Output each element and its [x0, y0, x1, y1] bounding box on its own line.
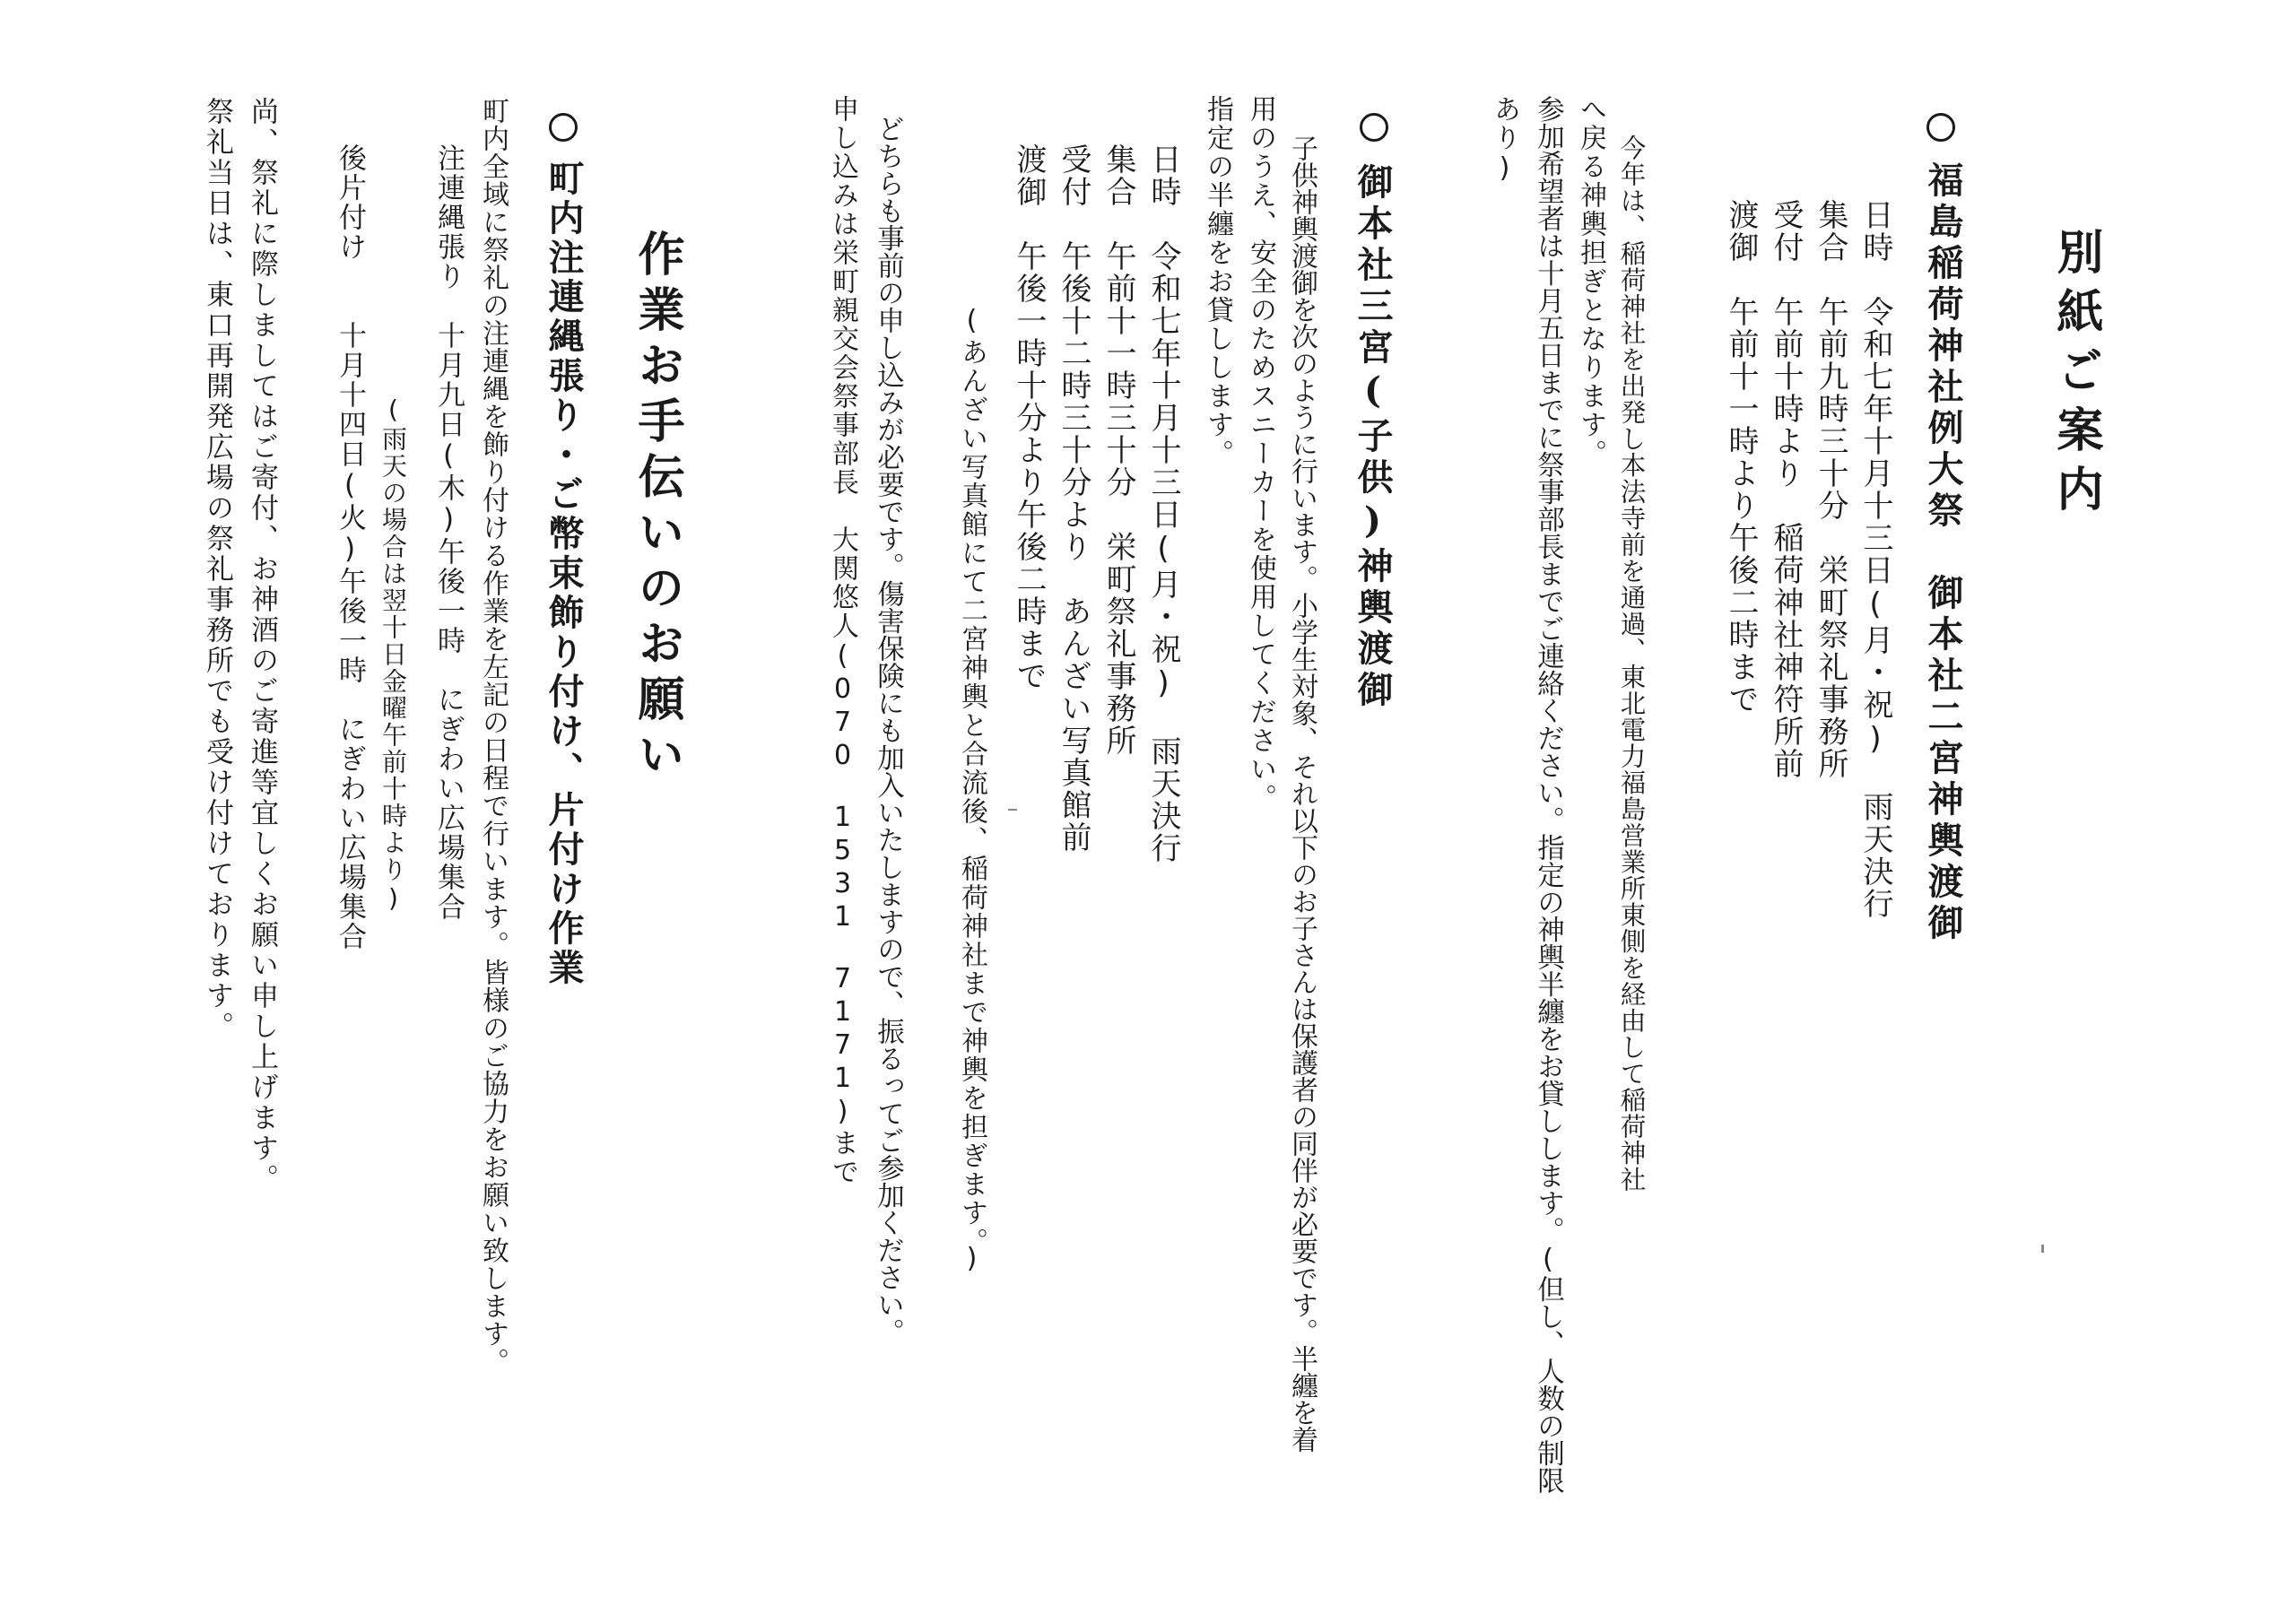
section1-procession: 渡御 午前十一時より午後二時まで	[1723, 199, 1759, 716]
section2-intro-line1: 子供神輿渡御を次のように行います。小学生対象、それ以下のお子さんは保護者の同伴が必要です。半纏を着	[1286, 135, 1318, 1453]
section1-note-line1: 今年は、稲荷神社を出発し本法寺前を通過、東北電力福島営業所東側を経由して稲荷神社	[1616, 135, 1647, 1193]
scan-speck	[1008, 809, 1017, 811]
section1-assembly: 集合 午前九時三十分 栄町祭礼事務所	[1813, 199, 1848, 780]
section1-note-line3: 参加希望者は十月五日までに祭事部長までご連絡ください。指定の神輿半纏をお貸しします。(但し、人数の制限	[1532, 95, 1564, 1494]
footer-line2: 祭礼当日は、東口再開発広場の祭礼事務所でも受け付けております。	[201, 97, 233, 1042]
section2-date: 日時 令和七年十月十三日(月･祝) 雨天決行	[1145, 143, 1181, 864]
section2-intro-line3: 指定の半纏をお貸しします。	[1202, 95, 1233, 468]
section2-intro-line2: 用のうえ、安全のためスニーカーを使用してください。	[1245, 95, 1276, 812]
section2-bullet-icon	[1360, 113, 1388, 142]
section1-note-line2: へ戻る神輿担ぎとなります。	[1575, 95, 1606, 468]
section2-heading: 御本社三宮(子供)神輿渡御	[1352, 163, 1394, 712]
section1-reception: 受付 午前十時より 稲荷神社神符所前	[1768, 199, 1804, 780]
section3-intro: 町内全域に祭礼の注連縄を飾り付ける作業を左記の日程で行います。皆様のご協力をお願い致します。	[477, 97, 509, 1376]
document-title: 別紙ご案内	[2048, 228, 2103, 524]
section2-closing-line2: 申し込みは栄町親交会祭事部長 大関悠人(070 1531 7171)まで	[827, 95, 858, 1186]
section3-bullet-icon	[549, 113, 578, 142]
section1-heading: 福島稲荷神社例大祭 御本社二宮神輿渡御	[1922, 161, 1964, 945]
section2-reception: 受付 午後十二時三十分より あんざい写真館前	[1056, 143, 1091, 854]
section2-procession-note: (あんざい写真館にて二宮神輿と合流後、稲荷神社まで神輿を担ぎます。)	[956, 305, 987, 1276]
section3-shimenawa: 注連縄張り 十月九日(木)午後一時 にぎわい広場集合	[432, 143, 465, 922]
footer-line1: 尚、祭礼に際しましてはご寄付、お神酒のご寄進等宜しくお願い申し上げます。	[246, 97, 278, 1194]
section2-closing-line1: どちらも事前の申し込みが必要です。傷害保険にも加入いたしますので、振るってご参加ください。	[872, 115, 904, 1346]
section1-date: 日時 令和七年十月十三日(月･祝) 雨天決行	[1857, 199, 1893, 920]
section3-title: 作業お手伝いのお願い	[630, 230, 684, 785]
section2-assembly: 集合 午前十一時三十分 栄町祭礼事務所	[1100, 143, 1136, 757]
section3-cleanup: 後片付け 十月十四日(火)午後一時 にぎわい広場集合	[334, 143, 366, 951]
section2-procession: 渡御 午後一時十分より午後二時まで	[1011, 143, 1047, 692]
section1-bullet-icon	[1926, 113, 1955, 142]
section3-rain-note: (雨天の場合は翌十日金曜午前十時より)	[378, 395, 408, 915]
section3-heading: 町内注連縄張り･ご幣束飾り付け、片付け作業	[543, 160, 585, 988]
scan-speck	[2041, 1245, 2044, 1253]
section1-note-line4: あり)	[1489, 95, 1520, 186]
